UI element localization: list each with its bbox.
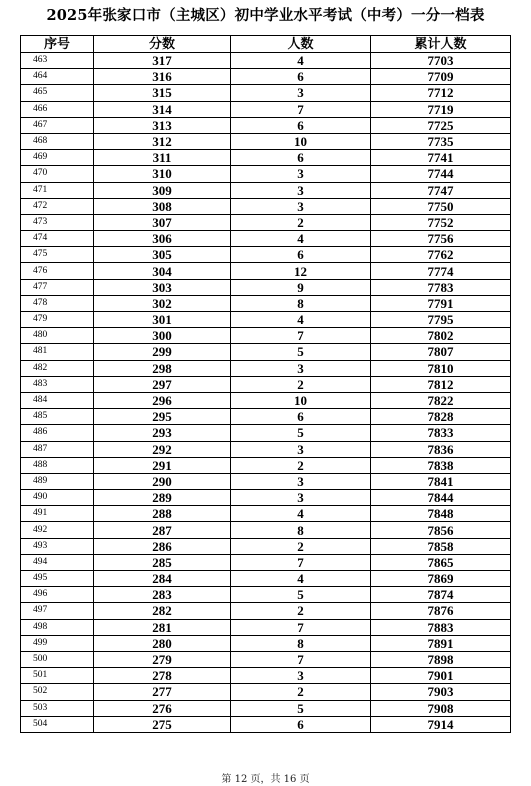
row-count: 3 [231, 85, 371, 101]
row-count: 8 [231, 635, 371, 651]
row-cumulative: 7719 [371, 101, 511, 117]
row-index: 494 [21, 554, 94, 570]
table-row [21, 554, 511, 570]
row-cumulative: 7810 [371, 360, 511, 376]
row-score: 303 [94, 279, 231, 295]
row-score: 315 [94, 85, 231, 101]
table-row [21, 263, 511, 279]
row-score: 311 [94, 150, 231, 166]
table-row [21, 328, 511, 344]
table-row [21, 716, 511, 732]
row-count: 6 [231, 69, 371, 85]
row-count: 6 [231, 150, 371, 166]
row-index: 473 [21, 214, 94, 230]
row-cumulative: 7903 [371, 684, 511, 700]
table-row [21, 344, 511, 360]
table-row [21, 506, 511, 522]
row-cumulative: 7856 [371, 522, 511, 538]
row-score: 310 [94, 166, 231, 182]
row-score: 290 [94, 473, 231, 489]
row-score: 304 [94, 263, 231, 279]
row-count: 2 [231, 603, 371, 619]
row-cumulative: 7844 [371, 490, 511, 506]
row-score: 308 [94, 198, 231, 214]
row-count: 12 [231, 263, 371, 279]
table-header-row [21, 36, 511, 53]
row-count: 10 [231, 133, 371, 149]
row-cumulative: 7865 [371, 554, 511, 570]
row-count: 3 [231, 198, 371, 214]
row-cumulative: 7908 [371, 700, 511, 716]
row-score: 316 [94, 69, 231, 85]
table-row [21, 198, 511, 214]
row-count: 2 [231, 376, 371, 392]
table-row [21, 214, 511, 230]
row-score: 306 [94, 231, 231, 247]
row-index: 495 [21, 571, 94, 587]
row-cumulative: 7791 [371, 295, 511, 311]
row-count: 6 [231, 409, 371, 425]
row-count: 4 [231, 312, 371, 328]
table-row [21, 247, 511, 263]
row-cumulative: 7838 [371, 457, 511, 473]
row-cumulative: 7747 [371, 182, 511, 198]
row-count: 5 [231, 425, 371, 441]
row-score: 275 [94, 716, 231, 732]
row-index: 469 [21, 150, 94, 166]
row-cumulative: 7744 [371, 166, 511, 182]
row-index: 477 [21, 279, 94, 295]
row-score: 287 [94, 522, 231, 538]
row-score: 299 [94, 344, 231, 360]
row-cumulative: 7725 [371, 117, 511, 133]
row-score: 277 [94, 684, 231, 700]
row-cumulative: 7901 [371, 668, 511, 684]
row-score: 292 [94, 441, 231, 457]
row-score: 278 [94, 668, 231, 684]
row-count: 3 [231, 473, 371, 489]
row-index: 480 [21, 328, 94, 344]
row-cumulative: 7807 [371, 344, 511, 360]
table-row [21, 376, 511, 392]
row-index: 467 [21, 117, 94, 133]
row-count: 4 [231, 53, 371, 69]
row-index: 474 [21, 231, 94, 247]
row-index: 471 [21, 182, 94, 198]
row-score: 300 [94, 328, 231, 344]
row-index: 468 [21, 133, 94, 149]
row-index: 491 [21, 506, 94, 522]
row-cumulative: 7858 [371, 538, 511, 554]
row-index: 486 [21, 425, 94, 441]
table-row [21, 684, 511, 700]
row-index: 472 [21, 198, 94, 214]
row-score: 301 [94, 312, 231, 328]
row-cumulative: 7712 [371, 85, 511, 101]
row-score: 285 [94, 554, 231, 570]
row-count: 2 [231, 457, 371, 473]
table-row [21, 360, 511, 376]
row-index: 498 [21, 619, 94, 635]
row-index: 466 [21, 101, 94, 117]
row-index: 479 [21, 312, 94, 328]
row-score: 317 [94, 53, 231, 69]
row-score: 313 [94, 117, 231, 133]
row-count: 7 [231, 328, 371, 344]
row-cumulative: 7752 [371, 214, 511, 230]
row-index: 499 [21, 635, 94, 651]
row-cumulative: 7876 [371, 603, 511, 619]
table-row [21, 473, 511, 489]
score-table [20, 35, 511, 733]
table-row [21, 117, 511, 133]
table-row [21, 668, 511, 684]
row-count: 2 [231, 684, 371, 700]
table-row [21, 133, 511, 149]
row-count: 5 [231, 700, 371, 716]
table-row [21, 571, 511, 587]
table-row [21, 587, 511, 603]
row-count: 6 [231, 247, 371, 263]
table-row [21, 150, 511, 166]
row-cumulative: 7841 [371, 473, 511, 489]
row-score: 279 [94, 651, 231, 667]
row-count: 8 [231, 522, 371, 538]
table-row [21, 651, 511, 667]
row-score: 298 [94, 360, 231, 376]
row-cumulative: 7703 [371, 53, 511, 69]
row-cumulative: 7741 [371, 150, 511, 166]
row-index: 489 [21, 473, 94, 489]
table-row [21, 635, 511, 651]
row-count: 7 [231, 554, 371, 570]
row-cumulative: 7914 [371, 716, 511, 732]
row-score: 293 [94, 425, 231, 441]
table-row [21, 490, 511, 506]
table-row [21, 166, 511, 182]
page-title: 2025年张家口市（主城区）初中学业水平考试（中考）一分一档表 [46, 7, 485, 24]
row-index: 500 [21, 651, 94, 667]
row-cumulative: 7848 [371, 506, 511, 522]
row-count: 9 [231, 279, 371, 295]
row-count: 2 [231, 538, 371, 554]
row-index: 470 [21, 166, 94, 182]
row-cumulative: 7833 [371, 425, 511, 441]
row-score: 312 [94, 133, 231, 149]
row-cumulative: 7828 [371, 409, 511, 425]
table-row [21, 295, 511, 311]
row-index: 481 [21, 344, 94, 360]
row-score: 281 [94, 619, 231, 635]
row-score: 296 [94, 392, 231, 408]
header-count: 人数 [231, 36, 371, 53]
row-cumulative: 7750 [371, 198, 511, 214]
row-count: 5 [231, 344, 371, 360]
row-index: 463 [21, 53, 94, 69]
table-row [21, 231, 511, 247]
row-index: 487 [21, 441, 94, 457]
table-row [21, 441, 511, 457]
row-cumulative: 7891 [371, 635, 511, 651]
row-index: 488 [21, 457, 94, 473]
row-index: 484 [21, 392, 94, 408]
row-score: 283 [94, 587, 231, 603]
row-count: 4 [231, 231, 371, 247]
row-cumulative: 7836 [371, 441, 511, 457]
row-count: 4 [231, 571, 371, 587]
row-score: 282 [94, 603, 231, 619]
row-index: 476 [21, 263, 94, 279]
row-cumulative: 7802 [371, 328, 511, 344]
row-count: 3 [231, 441, 371, 457]
row-cumulative: 7735 [371, 133, 511, 149]
table-row [21, 312, 511, 328]
header-index: 序号 [21, 36, 94, 53]
row-index: 501 [21, 668, 94, 684]
row-index: 485 [21, 409, 94, 425]
row-index: 493 [21, 538, 94, 554]
row-score: 314 [94, 101, 231, 117]
row-index: 492 [21, 522, 94, 538]
row-score: 291 [94, 457, 231, 473]
row-count: 7 [231, 651, 371, 667]
row-cumulative: 7756 [371, 231, 511, 247]
row-count: 6 [231, 117, 371, 133]
row-index: 502 [21, 684, 94, 700]
row-cumulative: 7822 [371, 392, 511, 408]
row-count: 6 [231, 716, 371, 732]
header-cumulative: 累计人数 [371, 36, 511, 53]
table-row [21, 457, 511, 473]
table-row [21, 538, 511, 554]
row-cumulative: 7869 [371, 571, 511, 587]
row-cumulative: 7709 [371, 69, 511, 85]
table-row [21, 85, 511, 101]
row-index: 503 [21, 700, 94, 716]
row-score: 276 [94, 700, 231, 716]
row-cumulative: 7883 [371, 619, 511, 635]
row-score: 307 [94, 214, 231, 230]
table-row [21, 603, 511, 619]
table-row [21, 392, 511, 408]
row-count: 7 [231, 101, 371, 117]
row-index: 464 [21, 69, 94, 85]
row-cumulative: 7898 [371, 651, 511, 667]
row-count: 3 [231, 490, 371, 506]
row-score: 289 [94, 490, 231, 506]
row-index: 496 [21, 587, 94, 603]
row-score: 305 [94, 247, 231, 263]
row-count: 7 [231, 619, 371, 635]
row-index: 482 [21, 360, 94, 376]
row-count: 10 [231, 392, 371, 408]
table-row [21, 425, 511, 441]
row-score: 280 [94, 635, 231, 651]
table-row [21, 182, 511, 198]
row-count: 3 [231, 360, 371, 376]
row-count: 3 [231, 182, 371, 198]
page-footer: 第 12 页，共 16 页 [221, 774, 310, 785]
row-count: 4 [231, 506, 371, 522]
row-index: 478 [21, 295, 94, 311]
row-cumulative: 7874 [371, 587, 511, 603]
row-cumulative: 7783 [371, 279, 511, 295]
row-count: 3 [231, 166, 371, 182]
header-score: 分数 [94, 36, 231, 53]
table-row [21, 700, 511, 716]
table-row [21, 619, 511, 635]
row-score: 288 [94, 506, 231, 522]
row-cumulative: 7762 [371, 247, 511, 263]
row-index: 465 [21, 85, 94, 101]
row-score: 284 [94, 571, 231, 587]
row-index: 483 [21, 376, 94, 392]
row-index: 497 [21, 603, 94, 619]
row-index: 475 [21, 247, 94, 263]
table-row [21, 69, 511, 85]
row-count: 8 [231, 295, 371, 311]
row-count: 3 [231, 668, 371, 684]
table-row [21, 409, 511, 425]
row-score: 286 [94, 538, 231, 554]
row-score: 297 [94, 376, 231, 392]
row-cumulative: 7774 [371, 263, 511, 279]
row-score: 302 [94, 295, 231, 311]
row-count: 2 [231, 214, 371, 230]
row-count: 5 [231, 587, 371, 603]
table-row [21, 522, 511, 538]
table-row [21, 279, 511, 295]
table-row [21, 101, 511, 117]
table-body [21, 53, 511, 733]
table-row [21, 53, 511, 69]
row-index: 490 [21, 490, 94, 506]
row-score: 309 [94, 182, 231, 198]
row-cumulative: 7795 [371, 312, 511, 328]
row-index: 504 [21, 716, 94, 732]
row-score: 295 [94, 409, 231, 425]
row-cumulative: 7812 [371, 376, 511, 392]
